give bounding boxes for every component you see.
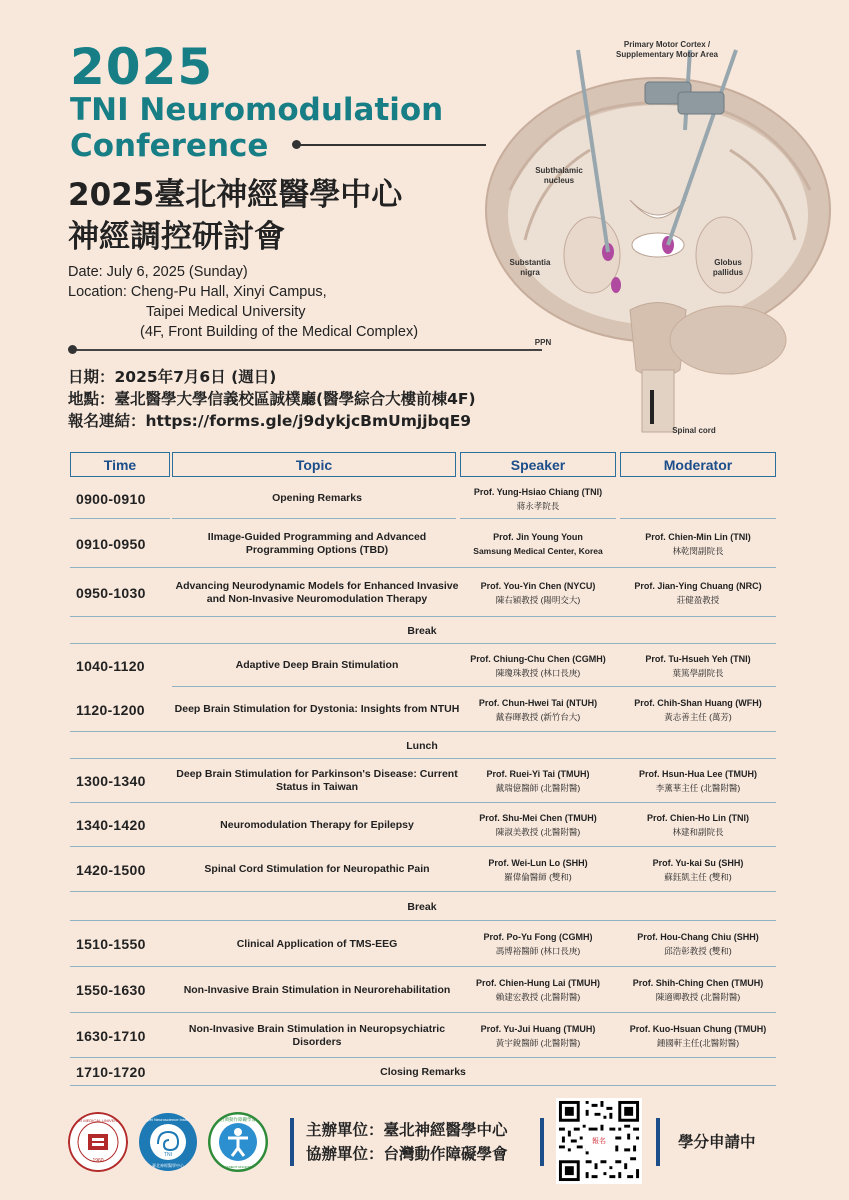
table-row: [68, 759, 776, 803]
row-speaker: [460, 921, 616, 967]
row-moderator: [620, 568, 776, 617]
row-topic: IImage-Guided Programming and Advanced Programming Options (TBD): [207, 530, 427, 556]
speaker-zh: 戴瑞億醫師 (北醫附醫): [495, 783, 581, 793]
row-speaker: [460, 759, 616, 803]
tmu-logo-year: 1960: [92, 1158, 104, 1164]
speaker-zh: 黃宇銳醫師 (北醫附醫): [495, 1037, 581, 1048]
table-header: [68, 452, 776, 478]
row-moderator: [620, 847, 776, 892]
tmu-logo-text: TAIPEI MEDICAL UNIVERSITY: [69, 1118, 127, 1123]
table-row: [68, 847, 776, 892]
table-row: [68, 1013, 776, 1058]
moderator-en: Prof. Shih-Ching Chen (TMUH): [632, 978, 764, 988]
title-en-line2: Conference: [70, 128, 269, 164]
speaker-en: Prof. Jin Young Youn: [493, 531, 583, 542]
moderator-en: Prof. Yu-kai Su (SHH): [652, 857, 744, 868]
footer-bar-right: [656, 1118, 660, 1166]
brain-illustration: [480, 40, 840, 445]
table-row: [68, 568, 776, 617]
row-topic: Spinal Cord Stimulation for Neuropathic Pain: [204, 863, 430, 875]
row-moderator: [620, 1013, 776, 1058]
speaker-zh: 羅偉倫醫師 (雙和): [504, 871, 572, 882]
table-row: [68, 478, 776, 519]
row-topic: Adaptive Deep Brain Stimulation: [235, 659, 399, 671]
row-time: 1420-1500: [76, 861, 146, 878]
row-time: 1340-1420: [76, 817, 146, 833]
label-motor-cortex: Primary Motor Cortex / Supplementary Motor Area: [616, 40, 718, 59]
row-time: 1300-1340: [76, 773, 146, 789]
tni-logo-text: Taipei Neuroscience Institute: [142, 1117, 194, 1122]
moderator-en: Prof. Chih-Shan Huang (WFH): [634, 697, 762, 708]
row-moderator: [620, 644, 776, 687]
tmds-logo-en: TAIWAN MOVEMENT DISORDER SOCIETY: [208, 1165, 268, 1169]
label-globus-pallidus: Globus pallidus: [712, 258, 744, 277]
row-time: 1630-1710: [76, 1027, 146, 1044]
moderator-zh: 黃志善主任 (萬芳): [664, 711, 732, 722]
moderator-zh: 鍾國軒主任(北醫附醫): [656, 1037, 740, 1048]
footer-bar-mid: [540, 1118, 544, 1166]
label-spinal-cord: Spinal cord: [672, 426, 716, 435]
row-moderator: [620, 759, 776, 803]
title-divider: [296, 144, 486, 146]
moderator-en: Prof. Jian-Ying Chuang (NRC): [634, 580, 762, 591]
row-time: 0910-0950: [76, 535, 146, 552]
qr-code[interactable]: [556, 1098, 642, 1184]
row-time: 0900-0910: [76, 490, 146, 507]
moderator-en: Prof. Kuo-Hsuan Chung (TMUH): [629, 1023, 767, 1034]
tni-logo-abbr: TNI: [163, 1152, 173, 1158]
moderator-en: Prof. Chien-Ho Lin (TNI): [647, 813, 749, 823]
lunch-row: [68, 732, 776, 759]
moderator-zh: 陳適卿教授 (北醫附醫): [655, 992, 741, 1002]
tmds-logo-zh: 台灣動作障礙學會: [220, 1118, 256, 1123]
row-topic: Deep Brain Stimulation for Dystonia: Insights from NTUH: [174, 703, 460, 715]
row-topic: Neuromodulation Therapy for Epilepsy: [220, 818, 414, 831]
speaker-en: Prof. Ruei-Yi Tai (TMUH): [486, 769, 590, 779]
speaker-zh: Samsung Medical Center, Korea: [473, 545, 603, 556]
schedule-table: [68, 452, 776, 1086]
table-row: [68, 687, 776, 732]
event-date-zh: 日期：2025年7月6日 (週日): [68, 368, 277, 386]
registration-link[interactable]: 報名連結：https://forms.gle/j9dykjcBmUmjjbqE9: [68, 412, 472, 430]
moderator-en: Prof. Hou-Chang Chiu (SHH): [637, 932, 759, 942]
moderator-zh: 邱浩彰教授 (雙和): [664, 946, 732, 956]
row-time: 1710-1720: [76, 1064, 146, 1080]
row-moderator: [620, 967, 776, 1013]
row-time: 0950-1030: [76, 584, 146, 601]
row-divider: [70, 1085, 776, 1087]
row-topic: Closing Remarks: [380, 1065, 466, 1078]
moderator-zh: 林乾閔副院長: [672, 545, 724, 556]
row-time: 1510-1550: [76, 936, 146, 952]
event-location-en-2: Taipei Medical University: [146, 304, 306, 320]
event-info-zh: [68, 366, 476, 432]
row-topic: Non-Invasive Brain Stimulation in Neuropsychiatric Disorders: [188, 1022, 446, 1048]
table-row: [68, 803, 776, 847]
break-label: Break: [407, 900, 437, 913]
row-time: 1550-1630: [76, 982, 146, 998]
tmu-logo-icon: [68, 1112, 128, 1172]
label-subthalamic-nucleus: Subthalamic nucleus: [535, 166, 583, 185]
event-date-en: Date: July 6, 2025 (Sunday): [68, 264, 248, 280]
title-en-line1: TNI Neuromodulation: [70, 92, 444, 128]
info-divider: [72, 349, 542, 351]
moderator-zh: 蘇鈺凱主任 (雙和): [664, 871, 732, 882]
row-topic: Opening Remarks: [272, 492, 362, 504]
table-row: [68, 967, 776, 1013]
event-location-en-3: (4F, Front Building of the Medical Complex): [140, 324, 419, 340]
row-speaker: [460, 687, 616, 732]
tmds-logo-icon: [208, 1112, 268, 1172]
row-speaker: [460, 478, 616, 519]
credit-status: 學分申請中: [678, 1133, 756, 1151]
speaker-zh: 陳右穎教授 (陽明交大): [495, 594, 581, 605]
row-topic: Clinical Application of TMS-EEG: [236, 937, 398, 950]
conference-year: 2025: [70, 38, 214, 96]
header-speaker: Speaker: [460, 452, 616, 477]
conference-title-zh: [68, 174, 402, 258]
speaker-en: Prof. Chiung-Chu Chen (CGMH): [470, 653, 606, 664]
moderator-en: Prof. Tu-Hsueh Yeh (TNI): [645, 653, 751, 664]
table-row: [68, 921, 776, 967]
co-organizer: 協辦單位：台灣動作障礙學會: [306, 1145, 508, 1163]
event-location-zh: 地點：臺北醫學大學信義校區誠樸廳(醫學綜合大樓前棟4F): [68, 390, 476, 408]
table-row: [68, 644, 776, 687]
footer: [0, 1090, 849, 1200]
brain-diagram: [480, 40, 840, 445]
moderator-en: Prof. Hsun-Hua Lee (TMUH): [639, 769, 757, 779]
row-speaker: [460, 519, 616, 568]
speaker-en: Prof. Shu-Mei Chen (TMUH): [479, 813, 597, 823]
header-topic: Topic: [172, 452, 456, 477]
row-speaker: [460, 568, 616, 617]
row-topic: Deep Brain Stimulation for Parkinson's Disease: Current Status in Taiwan: [176, 768, 458, 793]
tni-logo-zh: 臺北神經醫學中心: [152, 1163, 184, 1168]
label-substantia-nigra: Substantia nigra: [509, 258, 551, 277]
speaker-en: Prof. Yu-Jui Huang (TMUH): [480, 1023, 596, 1034]
label-ppn: PPN: [534, 338, 552, 347]
break-label: Break: [407, 624, 437, 637]
table-row: [68, 1058, 776, 1086]
speaker-zh: 賴建宏教授 (北醫附醫): [495, 992, 581, 1002]
row-speaker: [460, 644, 616, 687]
header-moderator: Moderator: [620, 452, 776, 477]
row-time: 1120-1200: [76, 701, 145, 718]
qr-label: 報名: [592, 1137, 606, 1145]
lunch-label: Lunch: [406, 739, 438, 752]
row-moderator: [620, 921, 776, 967]
speaker-en: Prof. You-Yin Chen (NYCU): [480, 580, 596, 591]
row-topic: Non-Invasive Brain Stimulation in Neurorehabilitation: [183, 983, 451, 996]
organizer: 主辦單位：臺北神經醫學中心: [306, 1121, 508, 1139]
row-speaker: [460, 803, 616, 847]
row-speaker: [460, 1013, 616, 1058]
speaker-en: Prof. Po-Yu Fong (CGMH): [483, 932, 593, 942]
speaker-zh: 陳淑美教授 (北醫附醫): [495, 827, 581, 837]
moderator-zh: 李薰華主任 (北醫附醫): [655, 783, 741, 793]
speaker-zh: 陳瓊珠教授 (林口長庚): [495, 667, 581, 678]
speaker-en: Prof. Wei-Lun Lo (SHH): [488, 857, 588, 868]
row-speaker: [460, 967, 616, 1013]
info-divider-dot: [68, 345, 77, 354]
title-divider-dot: [292, 140, 301, 149]
moderator-zh: 林建和副院長: [672, 827, 724, 837]
row-moderator: [620, 687, 776, 732]
speaker-en: Prof. Chun-Hwei Tai (NTUH): [478, 697, 598, 708]
break-row: [68, 892, 776, 921]
moderator-zh: 莊健盈教授: [676, 594, 720, 605]
speaker-en: Prof. Chien-Hung Lai (TMUH): [476, 978, 600, 988]
title-zh-line1: 2025臺北神經醫學中心: [68, 177, 403, 213]
moderator-en: Prof. Chien-Min Lin (TNI): [645, 531, 751, 542]
header-time: Time: [70, 452, 170, 477]
row-moderator: [620, 519, 776, 568]
moderator-zh: 葉篤學副院長: [672, 667, 724, 678]
event-info-en: [68, 262, 418, 342]
row-moderator: [620, 803, 776, 847]
speaker-zh: 馮博裕醫師 (林口長庚): [495, 946, 581, 956]
table-row: [68, 519, 776, 568]
footer-bar-left: [290, 1118, 294, 1166]
tni-logo-icon: [138, 1112, 198, 1172]
speaker-zh: 蔣永孝院長: [516, 500, 560, 511]
title-zh-line2: 神經調控研討會: [68, 219, 285, 255]
row-moderator: [620, 478, 776, 519]
row-time: 1040-1120: [76, 657, 145, 674]
event-location-en-1: Location: Cheng-Pu Hall, Xinyi Campus,: [68, 284, 327, 300]
row-speaker: [460, 847, 616, 892]
speaker-zh: 戴春暉教授 (新竹台大): [495, 711, 581, 722]
speaker-en: Prof. Yung-Hsiao Chiang (TNI): [473, 486, 603, 497]
row-topic: Advancing Neurodynamic Models for Enhanced Invasive and Non-Invasive Neuromodulation Therapy: [175, 579, 459, 605]
break-row: [68, 617, 776, 644]
conference-title-en: [70, 92, 443, 164]
